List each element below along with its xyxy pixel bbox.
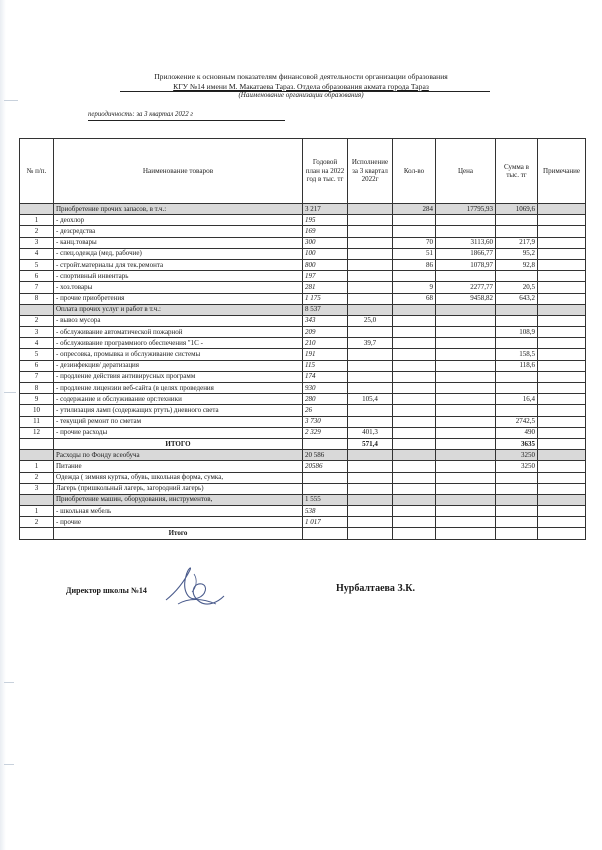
scan-mark: [4, 100, 18, 101]
cell-sum: [496, 215, 538, 226]
cell-plan: 1 017: [303, 517, 348, 528]
cell-plan: 3 217: [303, 204, 348, 215]
cell-qty: [393, 327, 436, 338]
cell-price: [436, 215, 496, 226]
cell-price: [436, 304, 496, 315]
cell-qty: [393, 472, 436, 483]
col-header-sum: Сумма в тыс. тг: [496, 139, 538, 204]
cell-num: 12: [20, 427, 54, 438]
table-row: [20, 237, 586, 248]
cell-sum: [496, 383, 538, 394]
cell-sum: 217,9: [496, 237, 538, 248]
cell-exec: [348, 327, 393, 338]
table-row: [20, 204, 586, 215]
cell-sum: 108,9: [496, 327, 538, 338]
cell-price: 2277,77: [436, 282, 496, 293]
cell-sum: [496, 405, 538, 416]
table-row: [20, 405, 586, 416]
table-header-row: [20, 139, 586, 204]
table-row: [20, 483, 586, 494]
table-row: [20, 394, 586, 405]
cell-price: [436, 416, 496, 427]
cell-exec: [348, 506, 393, 517]
cell-price: [436, 483, 496, 494]
col-header-exec: Исполнение за 3 квартал 2022г: [348, 139, 393, 204]
cell-price: [436, 494, 496, 505]
cell-sum: 3250: [496, 461, 538, 472]
cell-price: [436, 517, 496, 528]
cell-note: [538, 394, 586, 405]
cell-name: - продление лицензии веб-сайта (в целях проведения: [54, 383, 303, 394]
cell-plan: 8 537: [303, 304, 348, 315]
cell-name: - школьная мебель: [54, 506, 303, 517]
cell-sum: 95,2: [496, 248, 538, 259]
cell-num: [20, 528, 54, 539]
cell-price: [436, 226, 496, 237]
cell-qty: 284: [393, 204, 436, 215]
cell-price: [436, 450, 496, 461]
cell-name: - спец.одежда (мед, рабочие): [54, 248, 303, 259]
cell-plan: [303, 483, 348, 494]
cell-exec: 401,3: [348, 427, 393, 438]
cell-exec: [348, 383, 393, 394]
cell-qty: 70: [393, 237, 436, 248]
cell-price: 17795,93: [436, 204, 496, 215]
cell-num: 8: [20, 383, 54, 394]
cell-num: [20, 494, 54, 505]
cell-exec: [348, 271, 393, 282]
report-title: Приложение к основным показателям финансовой деятельности организации образования: [154, 72, 448, 81]
cell-sum: 158,5: [496, 349, 538, 360]
cell-num: 8: [20, 293, 54, 304]
cell-num: [20, 438, 54, 449]
cell-note: [538, 506, 586, 517]
table-row: [20, 438, 586, 449]
cell-qty: [393, 494, 436, 505]
cell-name: - дезинфекция/ дератизация: [54, 360, 303, 371]
cell-name: - прочие: [54, 517, 303, 528]
cell-qty: [393, 438, 436, 449]
cell-price: [436, 427, 496, 438]
cell-exec: [348, 259, 393, 270]
cell-qty: [393, 271, 436, 282]
cell-num: 7: [20, 371, 54, 382]
cell-plan: 115: [303, 360, 348, 371]
cell-price: [436, 506, 496, 517]
cell-note: [538, 248, 586, 259]
col-header-note: Примечание: [538, 139, 586, 204]
cell-num: 1: [20, 506, 54, 517]
cell-sum: 2742,5: [496, 416, 538, 427]
cell-name: Одежда ( зимняя куртка, обувь, школьная форма, сумка,: [54, 472, 303, 483]
table-row: [20, 349, 586, 360]
cell-num: 2: [20, 226, 54, 237]
cell-name: Оплата прочих услуг и работ в т.ч.:: [54, 304, 303, 315]
cell-note: [538, 494, 586, 505]
cell-name: - хоз.товары: [54, 282, 303, 293]
organization-caption: (Наименование организации образования): [238, 91, 364, 99]
cell-name: - обслуживание автоматической пожарной: [54, 327, 303, 338]
table-row: [20, 259, 586, 270]
cell-name: - текущий ремонт по сметам: [54, 416, 303, 427]
cell-plan: 800: [303, 259, 348, 270]
cell-sum: [496, 226, 538, 237]
cell-price: 9458,82: [436, 293, 496, 304]
cell-name: - дезсредства: [54, 226, 303, 237]
cell-note: [538, 461, 586, 472]
cell-note: [538, 360, 586, 371]
cell-name: Приобретение машин, оборудования, инструментов,: [54, 494, 303, 505]
cell-num: [20, 204, 54, 215]
table-row: [20, 304, 586, 315]
cell-qty: [393, 349, 436, 360]
cell-qty: [393, 461, 436, 472]
cell-price: [436, 349, 496, 360]
cell-num: 4: [20, 338, 54, 349]
cell-name: - стройт.материалы для тек.ремонта: [54, 259, 303, 270]
signature-icon: [158, 562, 228, 612]
table-row: [20, 282, 586, 293]
cell-price: 1078,97: [436, 259, 496, 270]
cell-num: 10: [20, 405, 54, 416]
table-row: [20, 327, 586, 338]
cell-exec: [348, 349, 393, 360]
cell-price: [436, 327, 496, 338]
cell-name: - утилизация ламп (содержащих ртуть) дневного света: [54, 405, 303, 416]
cell-price: [436, 472, 496, 483]
cell-price: [436, 528, 496, 539]
cell-sum: 20,5: [496, 282, 538, 293]
cell-sum: [496, 315, 538, 326]
cell-price: [436, 383, 496, 394]
cell-num: 3: [20, 327, 54, 338]
cell-qty: [393, 360, 436, 371]
col-header-qty: Кол-во: [393, 139, 436, 204]
cell-name: Питание: [54, 461, 303, 472]
cell-name: - прочие приобретения: [54, 293, 303, 304]
cell-num: 3: [20, 483, 54, 494]
table-row: [20, 248, 586, 259]
cell-sum: [496, 494, 538, 505]
cell-name: Расходы по Фонду всеобуча: [54, 450, 303, 461]
cell-price: [436, 405, 496, 416]
cell-plan: 20 586: [303, 450, 348, 461]
cell-qty: [393, 528, 436, 539]
cell-note: [538, 405, 586, 416]
table-row: [20, 427, 586, 438]
cell-price: 1866,77: [436, 248, 496, 259]
cell-note: [538, 349, 586, 360]
cell-qty: [393, 371, 436, 382]
cell-name: Лагерь (пришкольный лагерь, загородний лагерь): [54, 483, 303, 494]
cell-exec: [348, 293, 393, 304]
cell-exec: 39,7: [348, 338, 393, 349]
cell-note: [538, 528, 586, 539]
cell-sum: [496, 271, 538, 282]
cell-plan: 209: [303, 327, 348, 338]
cell-num: 6: [20, 271, 54, 282]
table-row: [20, 338, 586, 349]
cell-qty: [393, 416, 436, 427]
cell-note: [538, 383, 586, 394]
cell-exec: [348, 472, 393, 483]
cell-plan: 100: [303, 248, 348, 259]
signature-name: Нурбалтаева З.К.: [336, 583, 415, 594]
cell-note: [538, 371, 586, 382]
cell-qty: [393, 226, 436, 237]
cell-exec: [348, 215, 393, 226]
cell-name: - вывоз мусора: [54, 315, 303, 326]
cell-price: [436, 338, 496, 349]
cell-num: 4: [20, 248, 54, 259]
cell-note: [538, 293, 586, 304]
cell-note: [538, 427, 586, 438]
table-row: [20, 528, 586, 539]
cell-num: 3: [20, 237, 54, 248]
cell-plan: 930: [303, 383, 348, 394]
cell-num: 7: [20, 282, 54, 293]
cell-num: [20, 304, 54, 315]
cell-num: 9: [20, 394, 54, 405]
cell-plan: 174: [303, 371, 348, 382]
cell-qty: [393, 383, 436, 394]
cell-qty: [393, 517, 436, 528]
cell-note: [538, 327, 586, 338]
cell-plan: 2 329: [303, 427, 348, 438]
cell-plan: [303, 438, 348, 449]
cell-num: 5: [20, 259, 54, 270]
cell-num: 2: [20, 472, 54, 483]
cell-qty: [393, 215, 436, 226]
cell-num: [20, 450, 54, 461]
cell-num: 2: [20, 517, 54, 528]
cell-name: ИТОГО: [54, 438, 303, 449]
cell-plan: [303, 528, 348, 539]
cell-exec: [348, 461, 393, 472]
cell-exec: [348, 371, 393, 382]
cell-plan: 197: [303, 271, 348, 282]
cell-num: 5: [20, 349, 54, 360]
cell-qty: [393, 394, 436, 405]
cell-num: 11: [20, 416, 54, 427]
cell-sum: [496, 517, 538, 528]
cell-qty: [393, 450, 436, 461]
cell-price: [436, 438, 496, 449]
cell-exec: [348, 405, 393, 416]
cell-num: 6: [20, 360, 54, 371]
cell-name: - спортивный инвентарь: [54, 271, 303, 282]
table-row: [20, 472, 586, 483]
cell-sum: [496, 506, 538, 517]
cell-exec: [348, 204, 393, 215]
cell-price: [436, 371, 496, 382]
cell-sum: [496, 472, 538, 483]
cell-name: Приобретение прочих запасов, в т.ч.:: [54, 204, 303, 215]
cell-note: [538, 259, 586, 270]
cell-plan: [303, 472, 348, 483]
cell-sum: 118,6: [496, 360, 538, 371]
cell-sum: 3250: [496, 450, 538, 461]
cell-exec: [348, 248, 393, 259]
col-header-num: № п/п.: [20, 139, 54, 204]
cell-plan: 1 555: [303, 494, 348, 505]
cell-exec: [348, 450, 393, 461]
cell-exec: [348, 237, 393, 248]
cell-name: - прочие расходы: [54, 427, 303, 438]
cell-plan: 3 730: [303, 416, 348, 427]
cell-exec: 571,4: [348, 438, 393, 449]
cell-qty: [393, 304, 436, 315]
cell-price: [436, 394, 496, 405]
cell-sum: [496, 483, 538, 494]
cell-price: 3113,60: [436, 237, 496, 248]
cell-note: [538, 472, 586, 483]
table-row: [20, 315, 586, 326]
cell-plan: 191: [303, 349, 348, 360]
cell-exec: [348, 494, 393, 505]
cell-sum: 643,2: [496, 293, 538, 304]
cell-note: [538, 517, 586, 528]
period-text: периодичность: за 3 квартал 2022 г: [88, 111, 193, 118]
cell-qty: [393, 506, 436, 517]
cell-exec: [348, 282, 393, 293]
cell-name: - содержание и обслуживание орг.техники: [54, 394, 303, 405]
table-row: [20, 360, 586, 371]
cell-name: - обслуживание программного обеспечения "1С -: [54, 338, 303, 349]
cell-plan: 281: [303, 282, 348, 293]
signature-label: Директор школы №14: [66, 586, 147, 595]
table-row: [20, 416, 586, 427]
cell-exec: [348, 226, 393, 237]
cell-exec: [348, 360, 393, 371]
col-header-name: Наименование товаров: [54, 139, 303, 204]
cell-plan: 20586: [303, 461, 348, 472]
cell-note: [538, 315, 586, 326]
cell-plan: 280: [303, 394, 348, 405]
cell-price: [436, 271, 496, 282]
cell-note: [538, 226, 586, 237]
col-header-plan: Годовой план на 2022 год в тыс. тг: [303, 139, 348, 204]
cell-sum: [496, 338, 538, 349]
cell-sum: 1069,6: [496, 204, 538, 215]
cell-note: [538, 450, 586, 461]
cell-price: [436, 360, 496, 371]
cell-note: [538, 338, 586, 349]
cell-qty: [393, 483, 436, 494]
cell-note: [538, 215, 586, 226]
cell-exec: 105,4: [348, 394, 393, 405]
cell-plan: 343: [303, 315, 348, 326]
col-header-price: Цена: [436, 139, 496, 204]
cell-qty: 51: [393, 248, 436, 259]
cell-note: [538, 438, 586, 449]
cell-sum: 92,8: [496, 259, 538, 270]
cell-note: [538, 483, 586, 494]
cell-num: 1: [20, 215, 54, 226]
scan-mark: [4, 764, 14, 765]
cell-qty: 68: [393, 293, 436, 304]
table-row: [20, 383, 586, 394]
cell-exec: [348, 304, 393, 315]
cell-name: - канц.товары: [54, 237, 303, 248]
cell-note: [538, 237, 586, 248]
cell-note: [538, 304, 586, 315]
table-row: [20, 517, 586, 528]
cell-exec: 25,0: [348, 315, 393, 326]
cell-sum: 490: [496, 427, 538, 438]
table-row: [20, 450, 586, 461]
cell-name: - опресовка, промывка и обслуживание системы: [54, 349, 303, 360]
cell-sum: 16,4: [496, 394, 538, 405]
scan-mark: [4, 682, 14, 683]
cell-qty: [393, 315, 436, 326]
scan-edge: [0, 0, 6, 850]
cell-plan: 169: [303, 226, 348, 237]
table-row: [20, 226, 586, 237]
cell-sum: [496, 371, 538, 382]
table-row: [20, 215, 586, 226]
cell-name: - продление действия антивирусных программ: [54, 371, 303, 382]
cell-qty: 9: [393, 282, 436, 293]
finance-table: [19, 138, 586, 540]
cell-plan: 538: [303, 506, 348, 517]
cell-plan: 210: [303, 338, 348, 349]
cell-plan: 1 175: [303, 293, 348, 304]
table-row: [20, 506, 586, 517]
cell-num: 2: [20, 315, 54, 326]
cell-exec: [348, 517, 393, 528]
cell-plan: 195: [303, 215, 348, 226]
cell-name: Итого: [54, 528, 303, 539]
table-row: [20, 371, 586, 382]
cell-price: [436, 461, 496, 472]
table-row: [20, 494, 586, 505]
cell-note: [538, 271, 586, 282]
cell-price: [436, 315, 496, 326]
cell-plan: 26: [303, 405, 348, 416]
cell-qty: [393, 405, 436, 416]
cell-qty: [393, 427, 436, 438]
table-row: [20, 271, 586, 282]
period-underline: [88, 120, 285, 121]
cell-exec: [348, 483, 393, 494]
cell-note: [538, 282, 586, 293]
cell-plan: 300: [303, 237, 348, 248]
cell-qty: [393, 338, 436, 349]
table-body: [20, 204, 586, 540]
cell-note: [538, 204, 586, 215]
cell-qty: 86: [393, 259, 436, 270]
cell-name: - деохлор: [54, 215, 303, 226]
cell-exec: [348, 416, 393, 427]
table-row: [20, 293, 586, 304]
scan-mark: [4, 392, 16, 393]
cell-sum: [496, 304, 538, 315]
cell-num: 1: [20, 461, 54, 472]
cell-exec: [348, 528, 393, 539]
cell-sum: [496, 528, 538, 539]
organization-name: КГУ №14 имени М. Макатаева Тараз. Отдела образования акмата города Тараз: [173, 82, 429, 91]
cell-sum: 3635: [496, 438, 538, 449]
table-row: [20, 461, 586, 472]
cell-note: [538, 416, 586, 427]
